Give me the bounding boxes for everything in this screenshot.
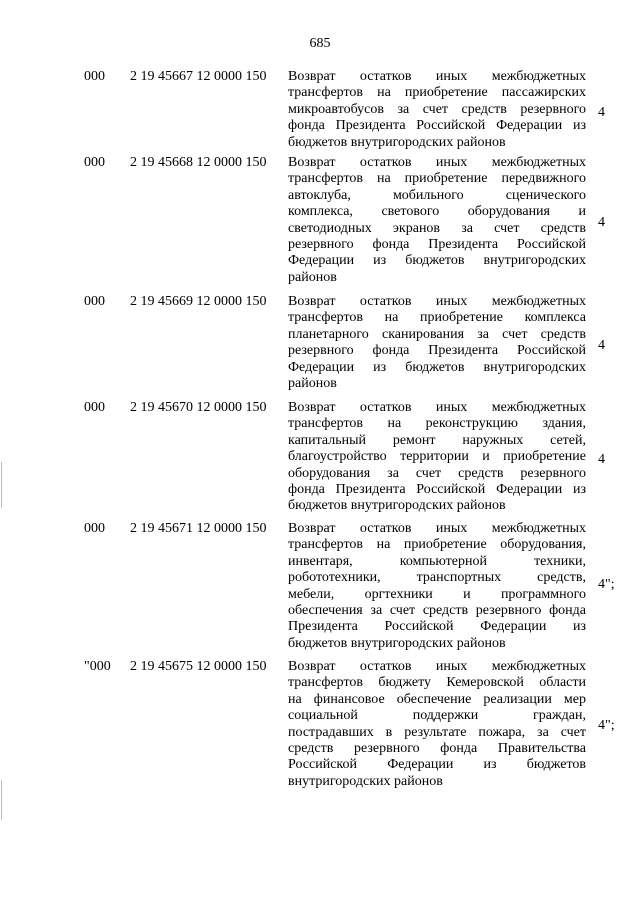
description-line: мебели, оргтехники и программного — [288, 586, 586, 602]
description-line: на финансовое обеспечение реализации мер — [288, 691, 586, 707]
description-line: социальной поддержки граждан, — [288, 708, 586, 724]
amount-value: 4"; — [598, 718, 615, 733]
description-line: Возврат остатков иных межбюджетных — [288, 521, 586, 536]
description-line: трансфертов бюджету Кемеровской области — [288, 675, 586, 691]
description-line: светодиодных экранов за счет средств — [288, 220, 586, 236]
description-line: районов — [288, 376, 337, 392]
budget-classification-code: 2 19 45668 12 0000 150 — [130, 155, 267, 170]
description-line: средств резервного фонда Правительства — [288, 741, 586, 757]
description-line: микроавтобусов за счет средств резервного — [288, 101, 586, 117]
description-line: обеспечения за счет средств резервного фонда — [288, 603, 586, 619]
admin-code: "000 — [84, 659, 111, 674]
amount-value: 4 — [598, 338, 605, 353]
description-line: автоклуба, мобильного сценического — [288, 187, 586, 203]
income-description — [288, 521, 586, 652]
amount-value: 4 — [598, 215, 605, 230]
description-line: бюджетов внутригородских районов — [288, 134, 506, 150]
description-line: трансфертов на реконструкцию здания, — [288, 416, 586, 432]
description-line: резервного фонда Президента Российской — [288, 343, 586, 359]
description-line: внутригородских районов — [288, 773, 443, 789]
income-description — [288, 69, 586, 151]
description-line: трансфертов на приобретение оборудования, — [288, 537, 586, 553]
description-line: Президента Российской Федерации из — [288, 619, 586, 635]
budget-classification-code: 2 19 45670 12 0000 150 — [130, 400, 267, 415]
admin-code: 000 — [84, 521, 105, 536]
admin-code: 000 — [84, 155, 105, 170]
description-line: планетарного сканирования за счет средств — [288, 326, 586, 342]
description-line: Федерации из бюджетов внутригородских — [288, 253, 586, 269]
description-line: Возврат остатков иных межбюджетных — [288, 659, 586, 674]
income-description — [288, 294, 586, 392]
description-line: фонда Президента Российской Федерации из — [288, 482, 586, 498]
description-line: Возврат остатков иных межбюджетных — [288, 155, 586, 170]
description-line: оборудования за счет средств резервного — [288, 465, 586, 481]
margin-scan-mark — [1, 780, 2, 820]
budget-classification-code: 2 19 45669 12 0000 150 — [130, 294, 267, 309]
margin-scan-mark — [1, 462, 2, 508]
amount-value: 4 — [598, 105, 605, 120]
admin-code: 000 — [84, 69, 105, 84]
description-line: Федерации из бюджетов внутригородских — [288, 359, 586, 375]
description-line: резервного фонда Президента Российской — [288, 237, 586, 253]
income-description — [288, 155, 586, 286]
description-line: трансфертов на приобретение комплекса — [288, 310, 586, 326]
income-description — [288, 659, 586, 790]
description-line: Возврат остатков иных межбюджетных — [288, 69, 586, 84]
description-line: трансфертов на приобретение пассажирских — [288, 85, 586, 101]
amount-value: 4"; — [598, 577, 615, 592]
description-line: благоустройство территории и приобретение — [288, 449, 586, 465]
description-line: фонда Президента Российской Федерации из — [288, 118, 586, 134]
description-line: комплекса, светового оборудования и — [288, 204, 586, 220]
description-line: Возврат остатков иных межбюджетных — [288, 294, 586, 309]
description-line: Возврат остатков иных межбюджетных — [288, 400, 586, 415]
description-line: бюджетов внутригородских районов — [288, 635, 506, 651]
description-line: районов — [288, 269, 337, 285]
budget-classification-code: 2 19 45671 12 0000 150 — [130, 521, 267, 536]
page-number: 685 — [309, 36, 331, 51]
admin-code: 000 — [84, 400, 105, 415]
budget-classification-code: 2 19 45667 12 0000 150 — [130, 69, 267, 84]
description-line: инвентаря, компьютерной техники, — [288, 553, 586, 569]
description-line: капитальный ремонт наружных сетей, — [288, 432, 586, 448]
description-line: пострадавших в результате пожара, за счет — [288, 724, 586, 740]
description-line: робототехники, транспортных средств, — [288, 570, 586, 586]
description-line: бюджетов внутригородских районов — [288, 498, 506, 514]
amount-value: 4 — [598, 452, 605, 467]
description-line: Российской Федерации из бюджетов — [288, 757, 586, 773]
income-description — [288, 400, 586, 515]
budget-classification-code: 2 19 45675 12 0000 150 — [130, 659, 267, 674]
description-line: трансфертов на приобретение передвижного — [288, 171, 586, 187]
admin-code: 000 — [84, 294, 105, 309]
